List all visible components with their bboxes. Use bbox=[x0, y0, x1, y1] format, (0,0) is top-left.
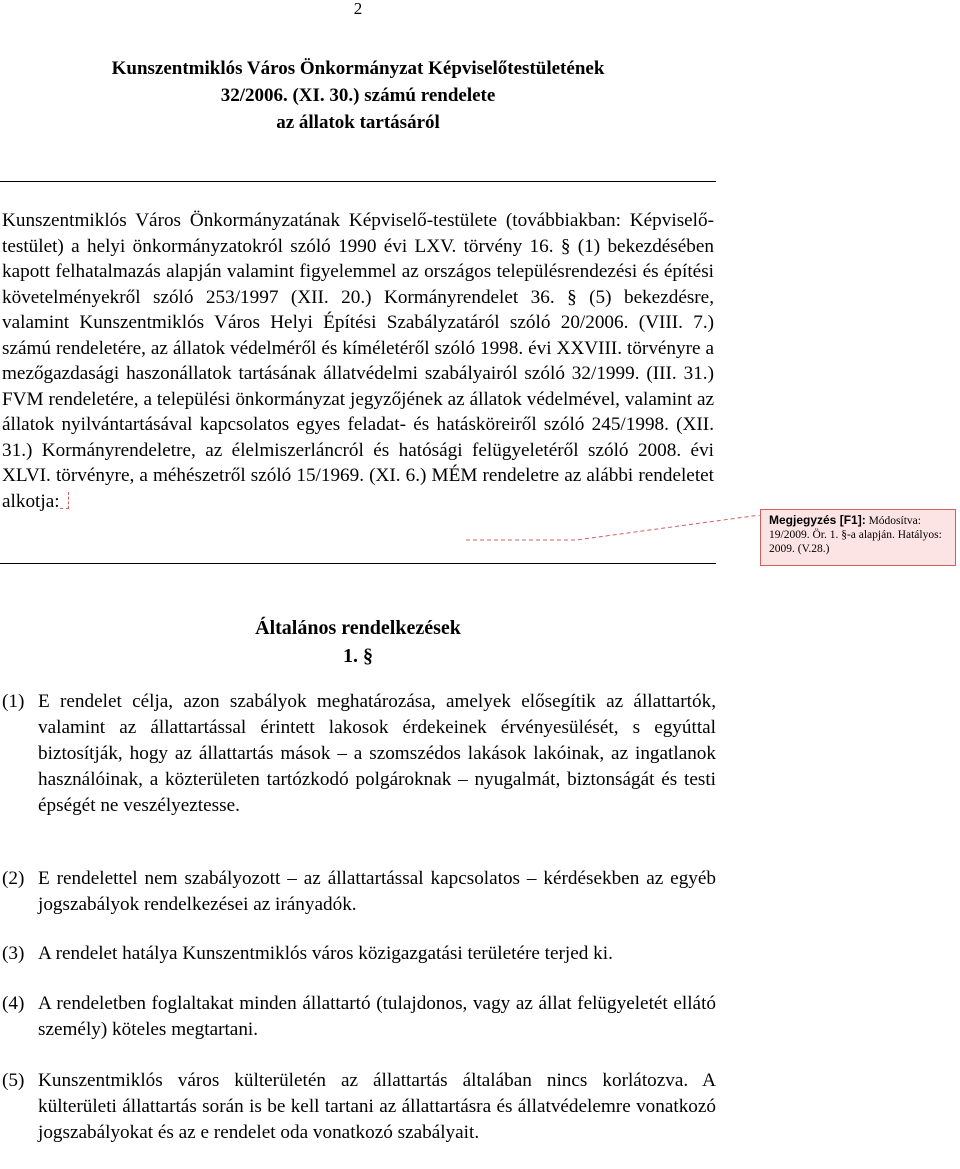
comment-text: Módosítva: 19/2009. Ör. 1. §-a alapján. Hatályos: 2009. (V.28.) bbox=[769, 515, 942, 555]
preamble-text: Kunszentmiklós Város Önkormányzatának Képviselő-testülete (továbbiakban: Képviselő-testület) a helyi önkormányzatokról szóló 1990 évi LXV. törvény 16. § (1) bekezdésében kapott felhatalmazás alapján valamint figyelemmel az országos településrendezési és építési követelményekről szóló 253/1997 (XII. 20.) Kormányrendelet 36. § (5) bekezdésre, valamint Kunszentmiklós Város Helyi Építési Szabályzatáról szóló 20/2006. (VIII. 7.) számú rendeletére, az állatok védelméről és kíméletéről szóló 1998. évi XXVIII. törvényre a mezőgazdasági haszonállatok tartásának állatvédelmi szabályairól szóló 32/1999. (III. 31.) FVM rendeletére, a települési önkormányzat jegyzőjének az állatok védelmével, valamint az állatok nyilvántartásával kapcsolatos egyes feladat- és hatásköreiről szóló 245/1998. (XII. 31.) Kormányrendeletre, az élelmiszerláncról és hatósági felügyeletéről szóló 2008. évi XLVI. törvényre, a méhészetről szóló 15/1969. bbox=[2, 210, 714, 486]
paragraph-text: E rendelettel nem szabályozott – az állattartással kapcsolatos – kérdésekben az egyéb jogszabályok rendelkezései az irányadók. bbox=[38, 868, 716, 915]
paragraph-4 bbox=[0, 991, 716, 1043]
paragraph-1 bbox=[0, 689, 716, 819]
paragraph-number: (5) bbox=[2, 1070, 25, 1091]
paragraph-5 bbox=[0, 1068, 716, 1146]
preamble bbox=[2, 208, 714, 514]
paragraph-2 bbox=[0, 866, 716, 918]
comment-balloon[interactable] bbox=[760, 509, 956, 566]
comment-tag: Megjegyzés [F1]: bbox=[769, 513, 866, 527]
paragraph-3 bbox=[0, 941, 716, 967]
paragraph-number: (2) bbox=[2, 868, 25, 889]
comment-connector bbox=[466, 515, 760, 541]
section-heading bbox=[0, 614, 716, 670]
title-line-1: Kunszentmiklós Város Önkormányzat Képviselőtestületének bbox=[111, 58, 605, 79]
document-title bbox=[0, 55, 716, 136]
paragraph-text: A rendelet hatálya Kunszentmiklós város közigazgatási területére terjed ki. bbox=[38, 943, 613, 964]
divider-top bbox=[0, 181, 716, 182]
title-line-3: az állatok tartásáról bbox=[276, 112, 440, 133]
paragraph-number: (1) bbox=[2, 691, 25, 712]
comment-anchor[interactable] bbox=[60, 492, 69, 509]
paragraph-text: A rendeletben foglaltakat minden állattartó (tulajdonos, vagy az állat felügyeletét ellátó személy) köteles megtartani. bbox=[38, 993, 716, 1040]
section-title: Általános rendelkezések bbox=[255, 617, 461, 639]
divider-bottom bbox=[0, 563, 716, 564]
preamble-last-line: (XI. 6.) MÉM rendeletre az alábbi rendeletet alkotja: bbox=[2, 465, 714, 512]
page-number: 2 bbox=[353, 0, 363, 18]
paragraph-number: (3) bbox=[2, 943, 25, 964]
paragraph-text: Kunszentmiklós város külterületén az állattartás általában nincs korlátozva. A külterületi állattartás során is be kell tartani az állattartásra és állatvédelemre vonatkozó jogszabályokat és az e rendelet oda vonatkozó szabályait. bbox=[38, 1070, 716, 1143]
title-line-2: 32/2006. (XI. 30.) számú rendelete bbox=[220, 85, 496, 106]
paragraph-number: (4) bbox=[2, 993, 25, 1014]
section-number: 1. § bbox=[343, 645, 373, 667]
paragraph-text: E rendelet célja, azon szabályok meghatározása, amelyek elősegítik az állattartók, valamint az állattartással érintett lakosok érdekeinek érvényesülését, s egyúttal biztosítják, hogy az állattartás mások – a szomszédos lakások lakóinak, az ingatlanok használóinak, a közterületen tartózkodó polgároknak – nyugalmát, biztonságát és testi épségét ne veszélyeztesse. bbox=[38, 691, 716, 816]
